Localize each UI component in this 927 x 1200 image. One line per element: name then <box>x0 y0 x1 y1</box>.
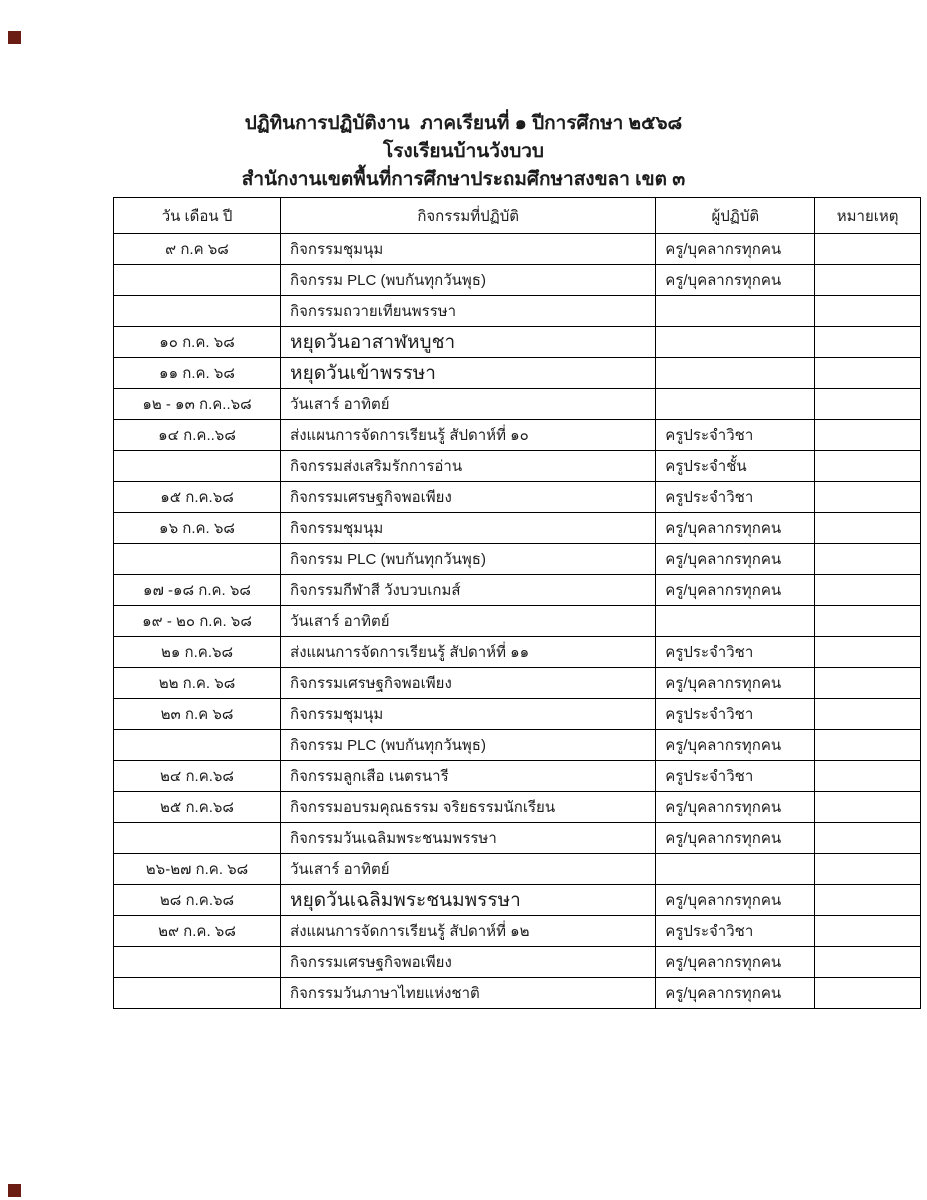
column-header-note: หมายเหตุ <box>815 198 921 234</box>
cell-performer: ครู/บุคลากรทุกคน <box>656 792 815 823</box>
table-row <box>114 699 921 730</box>
column-header-performer: ผู้ปฏิบัติ <box>656 198 815 234</box>
cell-performer: ครู/บุคลากรทุกคน <box>656 885 815 916</box>
cell-note <box>815 761 921 792</box>
cell-note <box>815 916 921 947</box>
cell-note <box>815 668 921 699</box>
cell-note <box>815 792 921 823</box>
cell-activity: หยุดวันอาสาฬหบูชา <box>281 327 656 358</box>
cell-date: ๒๑ ก.ค.๖๘ <box>114 637 281 668</box>
cell-note <box>815 296 921 327</box>
cell-note <box>815 978 921 1009</box>
cell-activity: ส่งแผนการจัดการเรียนรู้ สัปดาห์ที่ ๑๐ <box>281 420 656 451</box>
cell-activity: กิจกรรม PLC (พบกันทุกวันพุธ) <box>281 544 656 575</box>
cell-activity: กิจกรรมเศรษฐกิจพอเพียง <box>281 947 656 978</box>
schedule-table <box>113 197 921 1009</box>
cell-activity: วันเสาร์ อาทิตย์ <box>281 606 656 637</box>
cell-note <box>815 885 921 916</box>
cell-date: ๒๖-๒๗ ก.ค. ๖๘ <box>114 854 281 885</box>
corner-marker-top <box>8 31 21 44</box>
cell-note <box>815 854 921 885</box>
cell-note <box>815 482 921 513</box>
cell-date: ๙ ก.ค ๖๘ <box>114 234 281 265</box>
column-header-activity: กิจกรรมที่ปฏิบัติ <box>281 198 656 234</box>
cell-date: ๑๔ ก.ค..๖๘ <box>114 420 281 451</box>
table-row <box>114 916 921 947</box>
table-row <box>114 637 921 668</box>
table-row <box>114 358 921 389</box>
cell-performer: ครู/บุคลากรทุกคน <box>656 513 815 544</box>
cell-activity: วันเสาร์ อาทิตย์ <box>281 854 656 885</box>
cell-performer: ครู/บุคลากรทุกคน <box>656 265 815 296</box>
cell-date <box>114 265 281 296</box>
table-row <box>114 761 921 792</box>
cell-performer: ครูประจำวิชา <box>656 916 815 947</box>
cell-activity: กิจกรรมอบรมคุณธรรม จริยธรรมนักเรียน <box>281 792 656 823</box>
column-header-date: วัน เดือน ปี <box>114 198 281 234</box>
table-row <box>114 978 921 1009</box>
cell-date: ๑๙ - ๒๐ ก.ค. ๖๘ <box>114 606 281 637</box>
cell-note <box>815 513 921 544</box>
cell-activity: กิจกรรมชุมนุม <box>281 234 656 265</box>
cell-note <box>815 637 921 668</box>
cell-activity: ส่งแผนการจัดการเรียนรู้ สัปดาห์ที่ ๑๑ <box>281 637 656 668</box>
cell-date: ๑๐ ก.ค. ๖๘ <box>114 327 281 358</box>
cell-performer: ครู/บุคลากรทุกคน <box>656 730 815 761</box>
cell-performer <box>656 358 815 389</box>
cell-date: ๒๙ ก.ค. ๖๘ <box>114 916 281 947</box>
table-row <box>114 823 921 854</box>
table-row <box>114 327 921 358</box>
cell-note <box>815 699 921 730</box>
table-header-row <box>114 198 921 234</box>
doc-title: ปฏิทินการปฏิบัติงาน ภาคเรียนที่ ๑ ปีการศึกษา ๒๕๖๘ <box>244 113 683 134</box>
cell-date: ๒๔ ก.ค.๖๘ <box>114 761 281 792</box>
district-office-name: สำนักงานเขตพื้นที่การศึกษาประถมศึกษาสงขลา เขต ๓ <box>241 169 686 190</box>
cell-date: ๑๕ ก.ค.๖๘ <box>114 482 281 513</box>
cell-performer: ครู/บุคลากรทุกคน <box>656 668 815 699</box>
table-row <box>114 544 921 575</box>
cell-note <box>815 420 921 451</box>
cell-performer: ครูประจำวิชา <box>656 420 815 451</box>
cell-activity: กิจกรรมชุมนุม <box>281 513 656 544</box>
corner-marker-bottom <box>8 1184 21 1197</box>
cell-performer <box>656 606 815 637</box>
cell-activity: หยุดวันเข้าพรรษา <box>281 358 656 389</box>
cell-date <box>114 823 281 854</box>
table-row <box>114 513 921 544</box>
cell-note <box>815 947 921 978</box>
cell-performer: ครู/บุคลากรทุกคน <box>656 544 815 575</box>
table-row <box>114 389 921 420</box>
cell-note <box>815 575 921 606</box>
cell-activity: กิจกรรม PLC (พบกันทุกวันพุธ) <box>281 730 656 761</box>
cell-note <box>815 327 921 358</box>
cell-performer: ครู/บุคลากรทุกคน <box>656 234 815 265</box>
cell-note <box>815 823 921 854</box>
cell-performer <box>656 389 815 420</box>
cell-note <box>815 234 921 265</box>
cell-performer <box>656 327 815 358</box>
cell-activity: กิจกรรมถวายเทียนพรรษา <box>281 296 656 327</box>
table-row <box>114 885 921 916</box>
cell-performer: ครู/บุคลากรทุกคน <box>656 978 815 1009</box>
cell-date: ๒๒ ก.ค. ๖๘ <box>114 668 281 699</box>
cell-performer: ครู/บุคลากรทุกคน <box>656 823 815 854</box>
table-body <box>114 234 921 1009</box>
table-row <box>114 730 921 761</box>
cell-date <box>114 947 281 978</box>
cell-note <box>815 389 921 420</box>
cell-date: ๒๓ ก.ค ๖๘ <box>114 699 281 730</box>
table-row <box>114 606 921 637</box>
cell-performer: ครูประจำชั้น <box>656 451 815 482</box>
table-row <box>114 482 921 513</box>
cell-activity: ส่งแผนการจัดการเรียนรู้ สัปดาห์ที่ ๑๒ <box>281 916 656 947</box>
cell-activity: กิจกรรมชุมนุม <box>281 699 656 730</box>
table-row <box>114 234 921 265</box>
cell-performer: ครูประจำวิชา <box>656 637 815 668</box>
cell-note <box>815 606 921 637</box>
cell-performer: ครูประจำวิชา <box>656 761 815 792</box>
cell-activity: กิจกรรมลูกเสือ เนตรนารี <box>281 761 656 792</box>
cell-date <box>114 978 281 1009</box>
table-row <box>114 947 921 978</box>
cell-activity: กิจกรรมเศรษฐกิจพอเพียง <box>281 668 656 699</box>
cell-date: ๑๖ ก.ค. ๖๘ <box>114 513 281 544</box>
cell-note <box>815 358 921 389</box>
table-row <box>114 575 921 606</box>
cell-date: ๑๒ - ๑๓ ก.ค..๖๘ <box>114 389 281 420</box>
cell-performer: ครู/บุคลากรทุกคน <box>656 947 815 978</box>
cell-date <box>114 296 281 327</box>
cell-activity: หยุดวันเฉลิมพระชนมพรรษา <box>281 885 656 916</box>
cell-date: ๒๕ ก.ค.๖๘ <box>114 792 281 823</box>
cell-performer <box>656 854 815 885</box>
cell-date: ๑๑ ก.ค. ๖๘ <box>114 358 281 389</box>
cell-date: ๑๗ -๑๘ ก.ค. ๖๘ <box>114 575 281 606</box>
cell-date <box>114 730 281 761</box>
table-row <box>114 296 921 327</box>
cell-date <box>114 451 281 482</box>
cell-performer: ครูประจำวิชา <box>656 699 815 730</box>
cell-activity: วันเสาร์ อาทิตย์ <box>281 389 656 420</box>
cell-date <box>114 544 281 575</box>
cell-activity: กิจกรรมเศรษฐกิจพอเพียง <box>281 482 656 513</box>
cell-performer <box>656 296 815 327</box>
cell-date: ๒๘ ก.ค.๖๘ <box>114 885 281 916</box>
table-row <box>114 265 921 296</box>
cell-note <box>815 730 921 761</box>
cell-activity: กิจกรรมกีฬาสี วังบวบเกมส์ <box>281 575 656 606</box>
cell-activity: กิจกรรม PLC (พบกันทุกวันพุธ) <box>281 265 656 296</box>
table-row <box>114 792 921 823</box>
cell-performer: ครู/บุคลากรทุกคน <box>656 575 815 606</box>
cell-performer: ครูประจำวิชา <box>656 482 815 513</box>
cell-activity: กิจกรรมวันภาษาไทยแห่งชาติ <box>281 978 656 1009</box>
cell-note <box>815 544 921 575</box>
cell-activity: กิจกรรมส่งเสริมรักการอ่าน <box>281 451 656 482</box>
cell-note <box>815 265 921 296</box>
table-row <box>114 420 921 451</box>
table-row <box>114 854 921 885</box>
cell-activity: กิจกรรมวันเฉลิมพระชนมพรรษา <box>281 823 656 854</box>
cell-note <box>815 451 921 482</box>
school-name: โรงเรียนบ้านวังบวบ <box>383 141 544 162</box>
table-row <box>114 451 921 482</box>
table-row <box>114 668 921 699</box>
document-header <box>0 110 927 194</box>
